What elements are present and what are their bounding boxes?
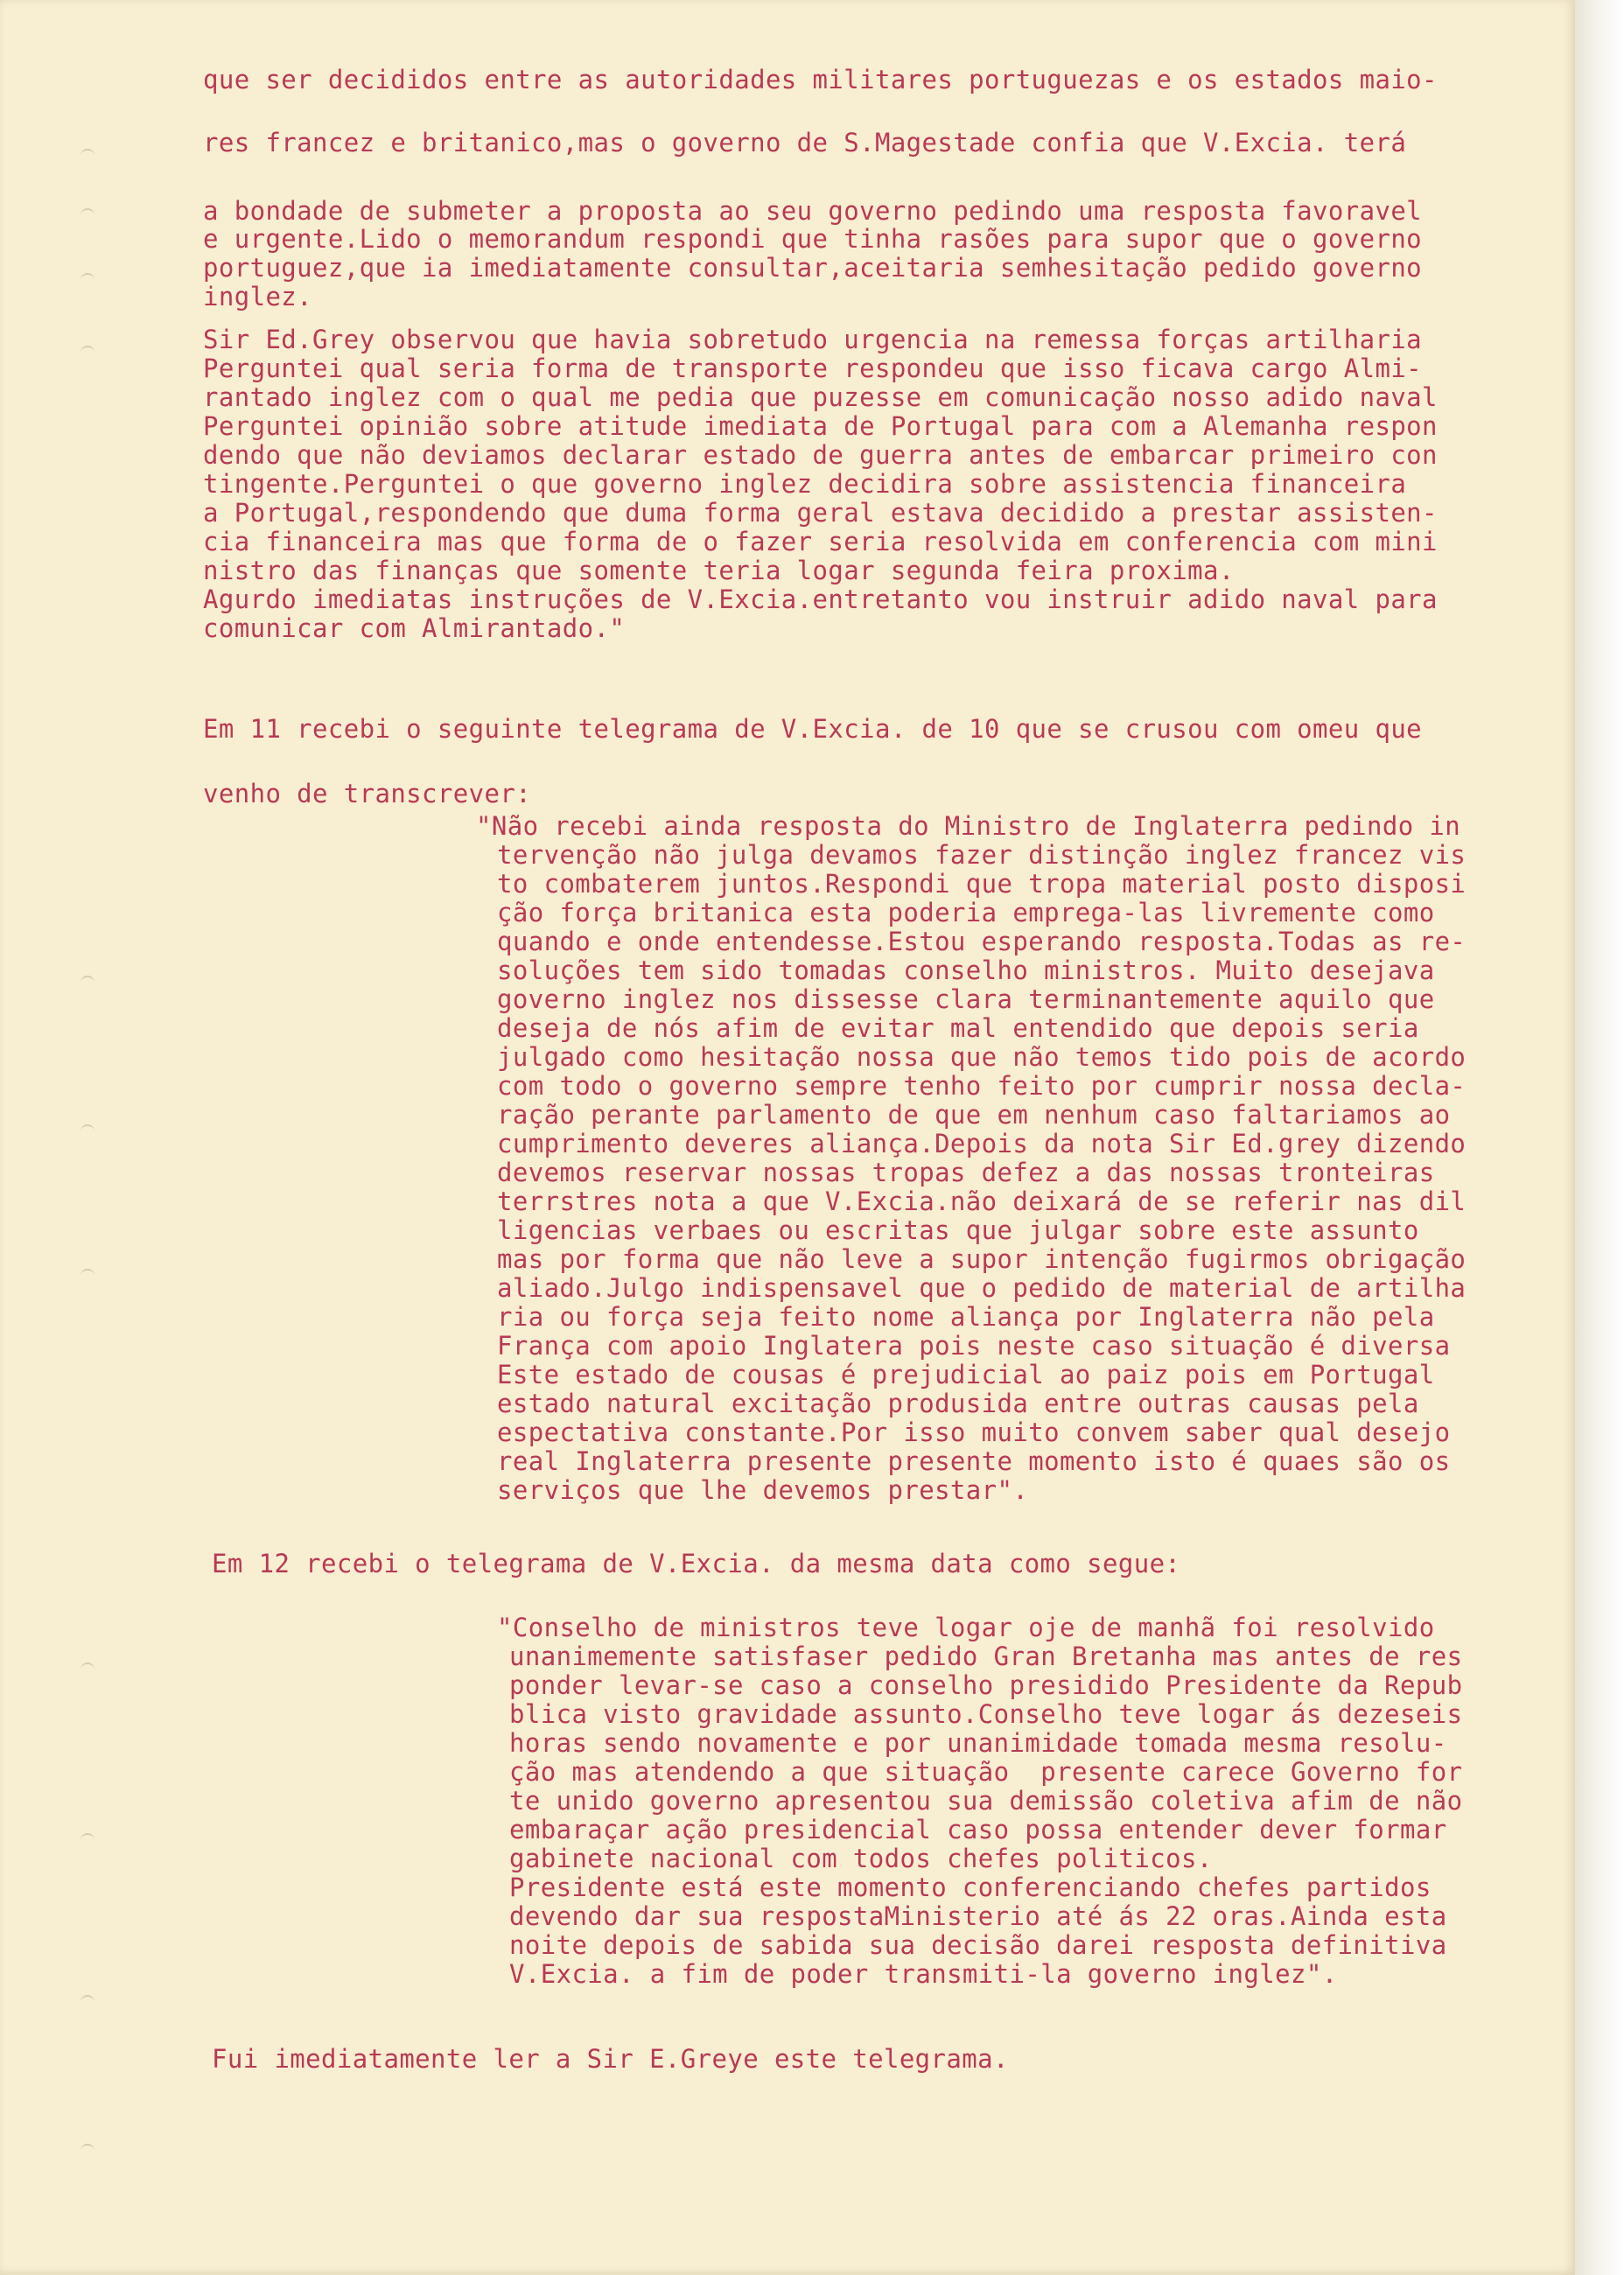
text-line: Perguntei qual seria forma de transporte respondeu que isso ficava cargo Almi- xyxy=(203,354,1423,383)
quote-line: blica visto gravidade assunto.Conselho teve logar ás dezeseis xyxy=(509,1699,1463,1729)
quote-line: ração perante parlamento de que em nenhum caso faltariamos ao xyxy=(497,1100,1451,1130)
text-line: Agurdo imediatas instruções de V.Excia.entretanto vou instruir adido naval para xyxy=(203,584,1438,614)
quote-line: governo inglez nos dissesse clara terminantemente aquilo que xyxy=(497,984,1435,1014)
text-line: comunicar com Almirantado." xyxy=(203,613,626,643)
quote-line: espectativa constante.Por isso muito convem saber qual desejo xyxy=(497,1418,1451,1447)
quote-line: gabinete nacional com todos chefes politicos. xyxy=(509,1844,1213,1873)
quote-line: ligencias verbaes ou escritas que julgar sobre este assunto xyxy=(497,1215,1419,1245)
quote-line: "Conselho de ministros teve logar oje de manhã foi resolvido xyxy=(497,1613,1435,1642)
text-line: rantado inglez com o qual me pedia que puzesse em comunicação nosso adido naval xyxy=(203,382,1438,412)
text-line: Em 11 recebi o seguinte telegrama de V.Excia. de 10 que se crusou com omeu que xyxy=(203,714,1423,744)
quote-line: "Não recebi ainda resposta do Ministro de Inglaterra pedindo in xyxy=(476,811,1461,841)
text-line: a Portugal,respondendo que duma forma geral estava decidido a prestar assisten- xyxy=(203,498,1438,528)
quote-line: devendo dar sua respostaMinisterio até ás 22 oras.Ainda esta xyxy=(509,1901,1447,1931)
quote-line: horas sendo novamente e por unanimidade tomada mesma resolu- xyxy=(509,1728,1447,1758)
quote-line: noite depois de sabida sua decisão darei resposta definitiva xyxy=(509,1930,1447,1960)
quote-line: real Inglaterra presente presente momento isto é quaes são os xyxy=(497,1446,1451,1476)
quote-line: soluções tem sido tomadas conselho ministros. Muito desejava xyxy=(497,956,1435,985)
quote-line: ção força britanica esta poderia emprega-las livremente como xyxy=(497,898,1435,928)
quote-line: embaraçar ação presidencial caso possa entender dever formar xyxy=(509,1815,1447,1844)
text-line: portuguez,que ia imediatamente consultar,aceitaria semhesitação pedido governo xyxy=(203,253,1423,283)
quote-line: com todo o governo sempre tenho feito por cumprir nossa decla- xyxy=(497,1071,1466,1101)
quote-line: Este estado de cousas é prejudicial ao paiz pois em Portugal xyxy=(497,1360,1435,1390)
quote-line: unanimemente satisfaser pedido Gran Bretanha mas antes de res xyxy=(509,1642,1463,1671)
text-line: a bondade de submeter a proposta ao seu governo pedindo uma resposta favoravel xyxy=(203,196,1423,226)
text-line: nistro das finanças que somente teria logar segunda feira proxima. xyxy=(203,556,1235,585)
quote-line: V.Excia. a fim de poder transmiti-la governo inglez". xyxy=(509,1959,1338,1989)
text-line: que ser decididos entre as autoridades militares portuguezas e os estados maio- xyxy=(203,65,1438,94)
page-edge xyxy=(1575,0,1624,2275)
quote-line: ção mas atendendo a que situação presente carece Governo for xyxy=(509,1757,1463,1787)
quote-line: devemos reservar nossas tropas defez a das nossas tronteiras xyxy=(497,1158,1435,1187)
quote-line: deseja de nós afim de evitar mal entendido que depois seria xyxy=(497,1013,1419,1043)
quote-line: França com apoio Inglatera pois neste caso situação é diversa xyxy=(497,1331,1451,1361)
quote-line: aliado.Julgo indispensavel que o pedido de material de artilha xyxy=(497,1273,1466,1303)
quote-line: serviços que lhe devemos prestar". xyxy=(497,1475,1029,1505)
text-line: tingente.Perguntei o que governo inglez decidira sobre assistencia financeira xyxy=(203,469,1407,499)
text-line: e urgente.Lido o memorandum respondi que tinha rasões para supor que o governo xyxy=(203,224,1423,254)
quote-line: cumprimento deveres aliança.Depois da nota Sir Ed.grey dizendo xyxy=(497,1129,1466,1158)
text-line: venho de transcrever: xyxy=(203,779,532,808)
quote-line: tervenção não julga devamos fazer distinção inglez francez vis xyxy=(497,840,1466,870)
quote-line: te unido governo apresentou sua demissão coletiva afim de não xyxy=(509,1786,1463,1816)
quote-line: julgado como hesitação nossa que não temos tido pois de acordo xyxy=(497,1042,1466,1072)
text-line: cia financeira mas que forma de o fazer seria resolvida em conferencia com mini xyxy=(203,527,1438,556)
text-line: res francez e britanico,mas o governo de S.Magestade confia que V.Excia. terá xyxy=(203,128,1407,158)
text-line: Em 12 recebi o telegrama de V.Excia. da mesma data como segue: xyxy=(212,1549,1181,1578)
quote-line: quando e onde entendesse.Estou esperando resposta.Todas as re- xyxy=(497,927,1466,956)
quote-line: estado natural excitação produsida entre outras causas pela xyxy=(497,1389,1419,1418)
quote-line: ponder levar-se caso a conselho presidido Presidente da Repub xyxy=(509,1670,1463,1700)
quote-line: terrstres nota a que V.Excia.não deixará de se referir nas dil xyxy=(497,1186,1466,1216)
text-line: Perguntei opinião sobre atitude imediata de Portugal para com a Alemanha respon xyxy=(203,411,1438,441)
quote-line: mas por forma que não leve a supor intenção fugirmos obrigação xyxy=(497,1244,1466,1274)
text-line: inglez. xyxy=(203,282,313,312)
quote-line: to combaterem juntos.Respondi que tropa material posto disposi xyxy=(497,869,1466,899)
text-line: Fui imediatamente ler a Sir E.Greye este telegrama. xyxy=(212,2044,1009,2074)
quote-line: Presidente está este momento conferenciando chefes partidos xyxy=(509,1872,1432,1902)
text-line: Sir Ed.Grey observou que havia sobretudo urgencia na remessa forças artilharia xyxy=(203,325,1423,354)
text-line: dendo que não deviamos declarar estado de guerra antes de embarcar primeiro con xyxy=(203,440,1438,470)
quote-line: ria ou força seja feito nome aliança por Inglaterra não pela xyxy=(497,1302,1435,1332)
